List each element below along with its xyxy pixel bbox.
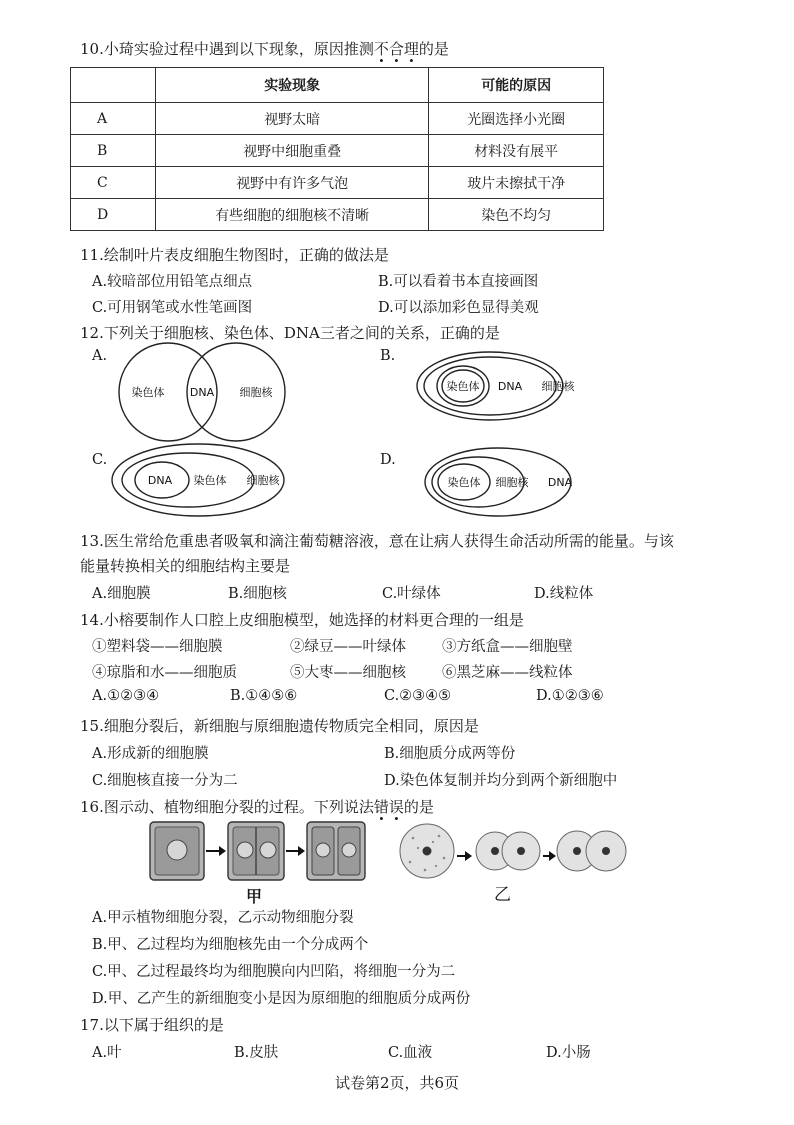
q17-option-c: C.血液 [388,1045,433,1061]
q16-option-a: A.甲示植物细胞分裂，乙示动物细胞分裂 [92,910,354,926]
q14-option-b: B.①④⑤⑥ [230,688,298,704]
q14-material-3: ③方纸盒——细胞壁 [442,639,573,655]
q16-option-d: D.甲、乙产生的新细胞变小是因为原细胞的细胞质分成两份 [92,991,471,1007]
q13-option-b: B.细胞核 [228,586,287,602]
diagram-d-text-2: 细胞核 [495,476,529,489]
diagram-c-text-2: 染色体 [193,474,227,487]
figure-label-yi: 乙 [494,885,511,905]
table-row: C 视野中有许多气泡 玻片未擦拭干净 [71,167,604,199]
q14-material-5: ⑤大枣——细胞核 [290,665,406,681]
q12-label-a: A. [92,348,108,364]
q14-option-c: C.②③④⑤ [384,688,452,704]
q11-option-c: C.可用钢笔或水性笔画图 [92,300,253,316]
q10-stem: 10.小琦实验过程中遇到以下现象，原因推测不合理的是 [80,40,449,58]
diagram-c-text-3: 细胞核 [246,474,280,487]
diagram-d-text-1: 染色体 [447,476,481,489]
header-cause: 可能的原因 [429,68,604,103]
q12-label-c: C. [92,452,108,468]
diagram-b-text-2: DNA [497,380,523,393]
q17-option-b: B.皮肤 [234,1045,279,1061]
q15-option-c: C.细胞核直接一分为二 [92,773,238,789]
q17-option-a: A.叶 [92,1045,122,1061]
q15-option-a: A.形成新的细胞膜 [92,746,209,762]
q16-option-c: C.甲、乙过程最终均为细胞膜向内凹陷，将细胞一分为二 [92,964,456,980]
q14-material-6: ⑥黑芝麻——线粒体 [442,665,573,681]
diagram-c-text-1: DNA [147,474,173,487]
q12-label-d: D. [380,452,396,468]
diagram-b-outer-ring-2 [424,357,556,415]
plant-cell-division-figure [150,822,365,880]
header-phenomenon: 实验现象 [156,68,429,103]
q13-stem-line1: 13.医生常给危重患者吸氧和滴注葡萄糖溶液，意在让病人获得生命活动所需的能量。与该 [80,532,674,550]
q11-option-b: B.可以看着书本直接画图 [378,274,539,290]
q15-stem: 15.细胞分裂后，新细胞与原细胞遗传物质完全相同，原因是 [80,717,479,735]
q12-stem: 12.下列关于细胞核、染色体、DNA三者之间的关系，正确的是 [80,324,500,342]
q15-option-b: B.细胞质分成两等份 [384,746,516,762]
figure-label-jia: 甲 [246,887,263,906]
diagram-c-middle [122,453,254,507]
diagram-a-text-2: DNA [189,386,215,399]
diagram-a-text-3: 细胞核 [239,386,273,399]
diagram-b-text-1: 染色体 [446,380,480,393]
q11-option-a: A.较暗部位用铅笔点细点 [92,274,253,290]
q13-stem-line2: 能量转换相关的细胞结构主要是 [80,557,291,575]
q10-emphasis: 不合理 [373,40,419,58]
q14-material-2: ②绿豆——叶绿体 [290,639,406,655]
q13-option-d: D.线粒体 [534,586,594,602]
table-row: D 有些细胞的细胞核不清晰 染色不均匀 [71,199,604,231]
diagram-b-text-3: 细胞核 [541,380,575,393]
diagram-a-text-1: 染色体 [131,386,165,399]
q14-option-d: D.①②③⑥ [536,688,604,704]
q13-option-c: C.叶绿体 [382,586,441,602]
q11-stem: 11.绘制叶片表皮细胞生物图时，正确的做法是 [80,246,389,264]
q16-stem: 16.图示动、植物细胞分裂的过程。下列说法错误的是 [80,798,434,816]
page-footer: 试卷第2页，共6页 [334,1074,460,1092]
q16-emphasis: 错误 [373,798,404,816]
table-row: B 视野中细胞重叠 材料没有展平 [71,135,604,167]
q14-material-4: ④琼脂和水——细胞质 [92,665,237,681]
q11-option-d: D.可以添加彩色显得美观 [378,300,539,316]
q14-material-1: ①塑料袋——细胞膜 [92,639,223,655]
diagram-d-text-3: DNA [547,476,573,489]
q13-option-a: A.细胞膜 [92,586,151,602]
q15-option-d: D.染色体复制并均分到两个新细胞中 [384,773,618,789]
q14-option-a: A.①②③④ [92,688,160,704]
q12-label-b: B. [380,348,396,364]
q17-option-d: D.小肠 [546,1045,591,1061]
animal-cell-division-figure [400,824,626,878]
q17-stem: 17.以下属于组织的是 [80,1016,224,1034]
q14-stem: 14.小榕要制作人口腔上皮细胞模型，她选择的材料更合理的一组是 [80,611,524,629]
table-row: A 视野太暗 光圈选择小光圈 [71,103,604,135]
q16-option-b: B.甲、乙过程均为细胞核先由一个分成两个 [92,937,369,953]
